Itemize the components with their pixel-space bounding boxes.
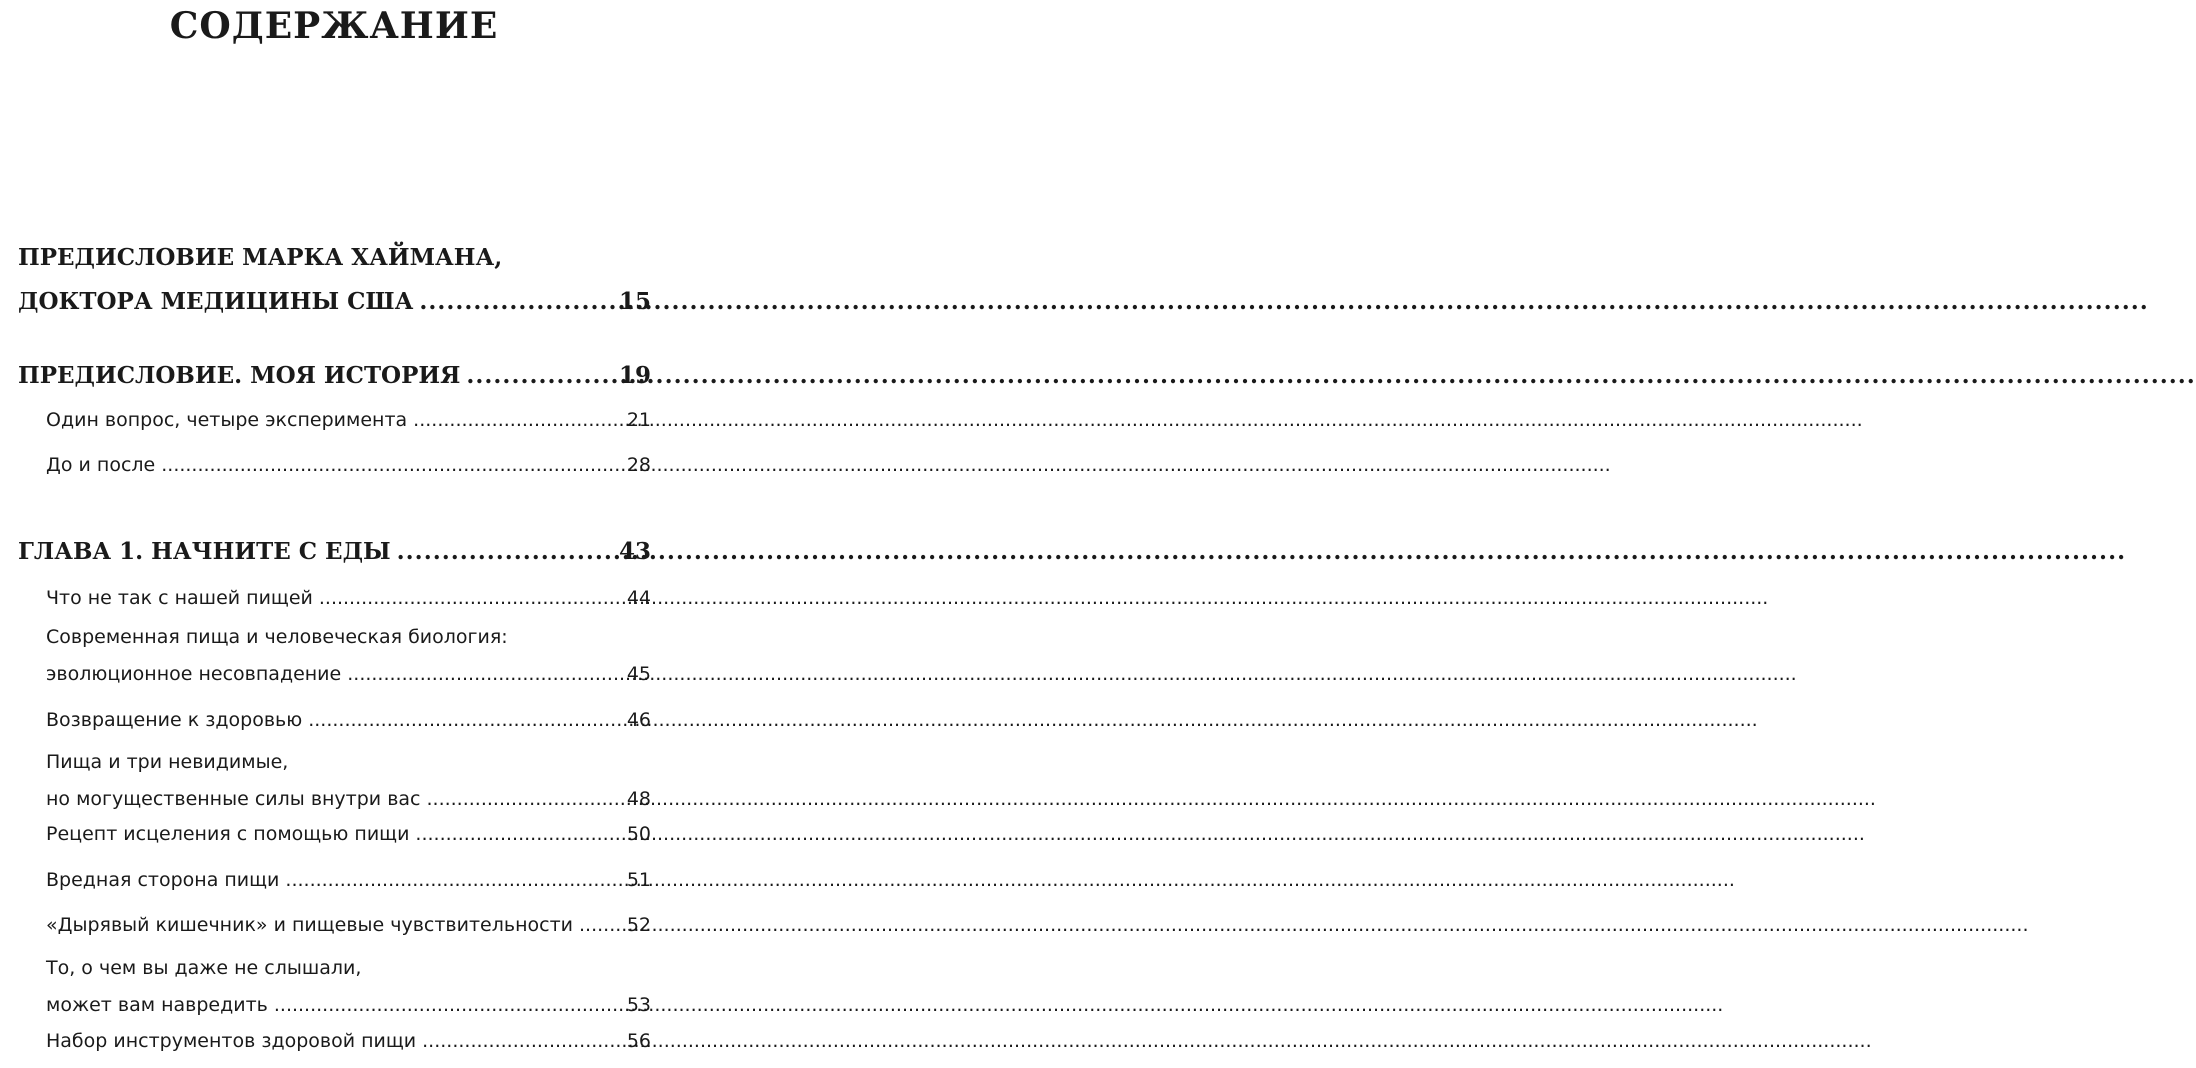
toc-entry-page-number: 48 <box>626 788 651 810</box>
toc-entry-title: Рецепт исцеления с помощью пищи <box>46 823 410 845</box>
toc-entry-page-number: 19 <box>618 362 651 389</box>
dot-leader <box>422 1019 621 1064</box>
toc-entry-line <box>0 576 668 621</box>
toc-entry-page-number: 52 <box>626 914 651 936</box>
toc-entry-page-number: 56 <box>626 1030 651 1052</box>
toc-entry-section[interactable] <box>0 858 668 903</box>
toc-entry-preface-hyman[interactable] <box>0 236 668 324</box>
toc-entry-line <box>0 280 668 324</box>
toc-entry-title: ГЛАВА 1. НАЧНИТЕ С ЕДЫ <box>18 538 391 565</box>
toc-entry-title: ДОКТОРА МЕДИЦИНЫ США <box>18 288 414 315</box>
toc-entry-chapter-1[interactable] <box>0 530 668 574</box>
toc-entry-title: Пища и три невидимые, <box>46 751 289 773</box>
toc-entry-section[interactable] <box>0 903 668 948</box>
page-title: СОДЕРЖАНИЕ <box>169 5 499 47</box>
toc-entry-title: То, о чем вы даже не слышали, <box>46 957 362 979</box>
toc-entry-line <box>0 903 668 948</box>
toc-entry-page-number: 53 <box>626 994 651 1016</box>
toc-entry-title: но могущественные силы внутри вас <box>46 788 421 810</box>
dot-leader <box>347 656 621 693</box>
toc-entry-title: ПРЕДИСЛОВИЕ. МОЯ ИСТОРИЯ <box>18 362 461 389</box>
toc-entry-section[interactable] <box>0 619 668 693</box>
toc-entry-line <box>0 619 668 656</box>
dot-leader <box>419 280 613 324</box>
toc-entry-title: «Дырявый кишечник» и пищевые чувствительности <box>46 914 573 936</box>
dot-leader <box>579 903 621 948</box>
toc-entry-page-number: 44 <box>626 587 651 609</box>
toc-entry-line <box>0 698 668 743</box>
dot-leader <box>161 443 621 488</box>
toc-entry-section[interactable] <box>0 398 668 443</box>
toc-entry-title: До и после <box>46 454 156 476</box>
toc-entry-title: Набор инструментов здоровой пищи <box>46 1030 417 1052</box>
dot-leader <box>413 398 621 443</box>
dot-leader <box>466 354 613 398</box>
toc-entry-line <box>0 656 668 693</box>
toc-entry-line <box>0 812 668 857</box>
toc-entry-section[interactable] <box>0 698 668 743</box>
toc-entry-page-number: 46 <box>626 709 651 731</box>
toc-entry-section[interactable] <box>0 812 668 857</box>
toc-entry-page-number: 21 <box>626 409 651 431</box>
toc-entry-page-number: 28 <box>626 454 651 476</box>
toc-entry-section[interactable] <box>0 950 668 1024</box>
toc-entry-section[interactable] <box>0 1019 668 1064</box>
toc-entry-page-number: 50 <box>626 823 651 845</box>
dot-leader <box>319 576 621 621</box>
toc-entry-title: Вредная сторона пищи <box>46 869 280 891</box>
dot-leader <box>397 530 613 574</box>
toc-entry-line <box>0 1019 668 1064</box>
toc-entry-page-number: 15 <box>618 288 651 315</box>
toc-entry-title: Возвращение к здоровью <box>46 709 303 731</box>
toc-entry-line <box>0 950 668 987</box>
toc-entry-title: эволюционное несовпадение <box>46 663 342 685</box>
toc-entry-section[interactable] <box>0 744 668 818</box>
toc-entry-page-number: 45 <box>626 663 651 685</box>
toc-entry-page-number: 43 <box>618 538 651 565</box>
toc-entry-page-number: 51 <box>626 869 651 891</box>
toc-entry-title: Что не так с нашей пищей <box>46 587 313 609</box>
toc-entry-title: ПРЕДИСЛОВИЕ МАРКА ХАЙМАНА, <box>18 244 503 271</box>
toc-entry-line <box>0 858 668 903</box>
toc-entry-line <box>0 236 668 280</box>
toc-entry-line <box>0 530 668 574</box>
toc-entry-preface-my-story[interactable] <box>0 354 668 398</box>
toc-entry-line <box>0 443 668 488</box>
toc-entry-line <box>0 744 668 781</box>
toc-entry-section[interactable] <box>0 443 668 488</box>
toc-entry-title: Один вопрос, четыре эксперимента <box>46 409 408 431</box>
toc-entry-title: Современная пища и человеческая биология: <box>46 626 508 648</box>
toc-entry-line <box>0 398 668 443</box>
dot-leader <box>308 698 621 743</box>
toc-entry-title: может вам навредить <box>46 994 268 1016</box>
dot-leader <box>415 812 620 857</box>
dot-leader <box>285 858 620 903</box>
toc-entry-line <box>0 354 668 398</box>
toc-entry-section[interactable] <box>0 576 668 621</box>
